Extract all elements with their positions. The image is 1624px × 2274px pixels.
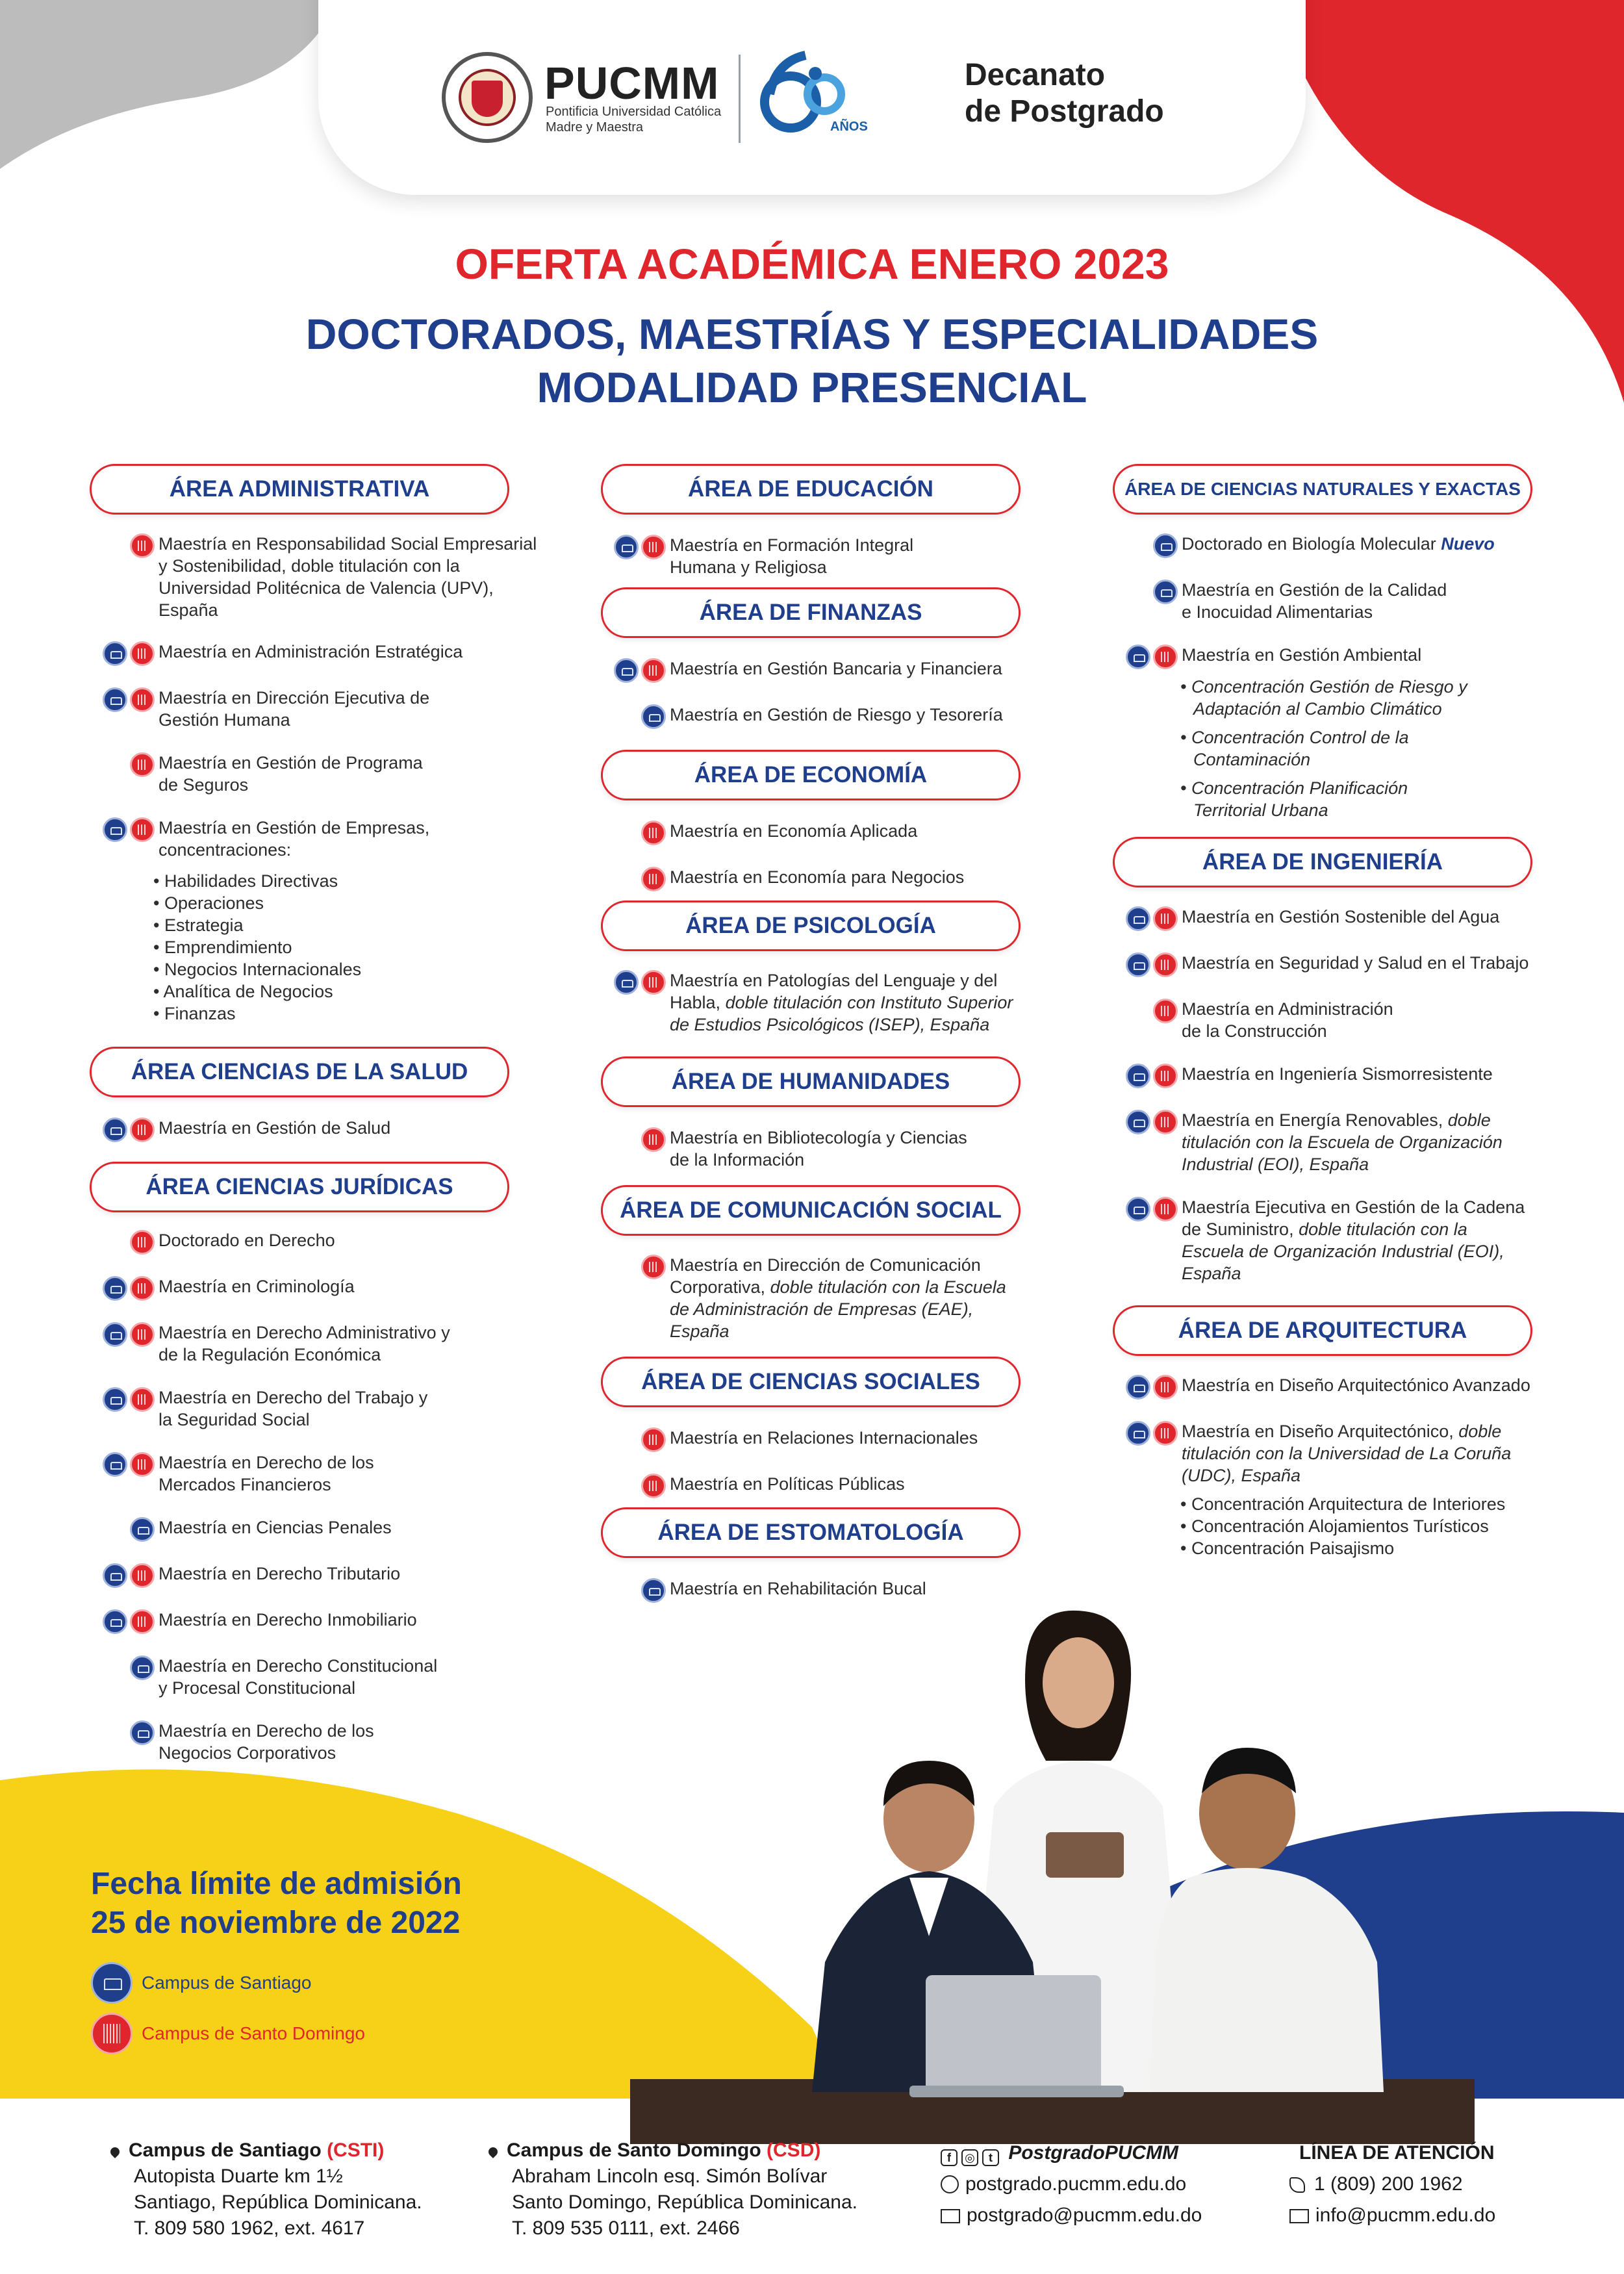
santiago-campus-icon	[1153, 580, 1178, 604]
santiago-campus-icon	[103, 1609, 127, 1634]
area-educacion-header: ÁREA DE EDUCACIÓN	[601, 464, 1021, 515]
santo-domingo-campus-icon	[130, 1609, 155, 1634]
concentration-list: • Concentración Arquitectura de Interiores • Concentración Alojamientos Turísticos • Concentración Paisajismo	[1180, 1493, 1567, 1559]
twitter-icon[interactable]: t	[982, 2149, 999, 2166]
santiago-campus-icon	[103, 687, 127, 712]
santo-domingo-campus-icon	[641, 658, 666, 683]
brand-subtitle: Pontificia Universidad Católica Madre y Maestra	[546, 105, 722, 134]
program-item[interactable]: Maestría en Gestión de Riesgo y Tesorería	[601, 704, 1056, 729]
program-item[interactable]: Maestría en Diseño Arquitectónico Avanzado	[1113, 1374, 1567, 1399]
admission-deadline: Fecha límite de admisión 25 de noviembre de 2022	[91, 1867, 462, 1940]
santiago-campus-icon	[1126, 952, 1150, 977]
santo-domingo-campus-icon	[130, 533, 155, 558]
contact-line: LÍNEA DE ATENCIÓN 1 (809) 200 1962 info@pucmm.edu.do	[1289, 2138, 1495, 2231]
legend-santiago: Campus de Santiago	[91, 1962, 312, 2004]
programs-title: DOCTORADOS, MAESTRÍAS Y ESPECIALIDADES	[305, 310, 1319, 358]
program-item[interactable]: Maestría en Patologías del Lenguaje y del Habla, doble titulación con Instituto Superior de Estudios Psicológicos (ISEP), España	[601, 969, 1056, 1036]
program-item[interactable]: Maestría en Rehabilitación Bucal	[601, 1578, 1056, 1603]
santiago-campus-icon	[1126, 1064, 1150, 1088]
program-item[interactable]: Maestría en Derecho Tributario	[90, 1563, 544, 1588]
contact-santiago: Campus de Santiago (CSTI) Autopista Duarte km 1½ Santiago, República Dominicana. T. 809 580 1962, ext. 4617	[110, 2138, 422, 2242]
program-item[interactable]: Maestría en Derecho Constitucional y Procesal Constitucional	[90, 1655, 544, 1699]
santo-domingo-campus-icon	[641, 970, 666, 995]
program-item[interactable]: Maestría en Gestión de la Calidad e Inocuidad Alimentarias	[1113, 579, 1567, 623]
program-item[interactable]: Maestría en Ingeniería Sismorresistente	[1113, 1063, 1567, 1088]
program-item[interactable]: Maestría en Derecho del Trabajo y la Seguridad Social	[90, 1386, 544, 1431]
program-item[interactable]: Maestría Ejecutiva en Gestión de la Cadena de Suministro, doble titulación con la Escuela de Organización Industrial (EOI), España	[1113, 1196, 1567, 1284]
santo-domingo-campus-icon	[641, 535, 666, 559]
phone-number[interactable]: 1 (809) 200 1962	[1314, 2173, 1463, 2195]
santiago-campus-icon	[614, 970, 639, 995]
area-psicologia-header: ÁREA DE PSICOLOGÍA	[601, 901, 1021, 951]
program-item[interactable]: Maestría en Administración de la Construcción	[1113, 998, 1567, 1042]
program-item[interactable]: Maestría en Dirección Ejecutiva de Gestión Humana	[90, 687, 544, 731]
program-item[interactable]: Maestría en Derecho Inmobiliario	[90, 1609, 544, 1634]
legend-santo-domingo: Campus de Santo Domingo	[91, 2013, 365, 2054]
offer-title: OFERTA ACADÉMICA ENERO 2023	[455, 240, 1169, 288]
program-item[interactable]: Maestría en Gestión de Programa de Seguros	[90, 752, 544, 796]
santiago-campus-icon	[1126, 1197, 1150, 1221]
column-middle	[601, 464, 1056, 1603]
santiago-campus-icon	[1126, 1421, 1150, 1446]
santiago-campus-icon	[103, 817, 127, 842]
website-link[interactable]: postgrado.pucmm.edu.do	[965, 2173, 1187, 2195]
area-estomatologia-header: ÁREA DE ESTOMATOLOGÍA	[601, 1507, 1021, 1558]
mail-icon	[1289, 2209, 1309, 2223]
globe-icon	[941, 2175, 959, 2193]
santiago-campus-icon	[1126, 1110, 1150, 1134]
santo-domingo-campus-icon	[130, 1230, 155, 1255]
program-item[interactable]: Maestría en Derecho Administrativo y de la Regulación Económica	[90, 1322, 544, 1366]
santo-domingo-campus-icon	[641, 1474, 666, 1498]
column-left	[90, 464, 544, 1764]
santiago-campus-icon	[103, 1387, 127, 1412]
santiago-campus-icon	[103, 1118, 127, 1142]
program-item[interactable]: Maestría en Gestión de Salud	[90, 1117, 544, 1142]
program-item[interactable]: Maestría en Dirección de Comunicación Corporativa, doble titulación con la Escuela de Administración de Empresas (EAE), España	[601, 1254, 1056, 1342]
top-left-gray-shape	[0, 0, 364, 169]
santo-domingo-campus-icon	[1153, 952, 1178, 977]
postgrado-email-link[interactable]: postgrado@pucmm.edu.do	[967, 2204, 1202, 2226]
program-item[interactable]: Maestría en Economía para Negocios	[601, 866, 1056, 891]
santo-domingo-campus-icon	[91, 2013, 133, 2054]
mail-icon	[941, 2209, 960, 2223]
program-item[interactable]: Maestría en Relaciones Internacionales	[601, 1427, 1056, 1452]
area-finanzas-header: ÁREA DE FINANZAS	[601, 587, 1021, 638]
santo-domingo-campus-icon	[1153, 1375, 1178, 1399]
program-item[interactable]: Maestría en Criminología	[90, 1275, 544, 1301]
santo-domingo-campus-icon	[1153, 1110, 1178, 1134]
santo-domingo-campus-icon	[1153, 906, 1178, 931]
anniversary-label: AÑOS	[830, 120, 868, 134]
program-item[interactable]: Maestría en Administración Estratégica	[90, 641, 544, 666]
santiago-campus-icon	[1126, 1375, 1150, 1399]
program-item[interactable]: Maestría en Derecho de los Negocios Corporativos	[90, 1720, 544, 1764]
concentration-list: • Concentración Gestión de Riesgo y Adaptación al Cambio Climático • Concentración Control de la Contaminación • Concentración Planificación Territorial Urbana	[1180, 677, 1467, 820]
area-sociales-header: ÁREA DE CIENCIAS SOCIALES	[601, 1357, 1021, 1407]
santiago-campus-icon	[91, 1962, 133, 2004]
santo-domingo-campus-icon	[641, 1255, 666, 1279]
santo-domingo-campus-icon	[1153, 1197, 1178, 1221]
column-right	[1113, 464, 1567, 1559]
program-item[interactable]: Maestría en Gestión Sostenible del Agua	[1113, 906, 1567, 931]
santiago-campus-icon	[103, 1563, 127, 1588]
santo-domingo-campus-icon	[130, 1276, 155, 1301]
santiago-campus-icon	[103, 641, 127, 666]
contact-online	[941, 2138, 1202, 2231]
santiago-campus-icon	[103, 1452, 127, 1477]
modality-title: MODALIDAD PRESENCIAL	[537, 363, 1087, 411]
program-item[interactable]: Maestría en Economía Aplicada	[601, 820, 1056, 845]
santiago-campus-icon	[130, 1720, 155, 1745]
santiago-campus-icon	[1126, 645, 1150, 669]
santo-domingo-campus-icon	[130, 687, 155, 712]
santiago-campus-icon	[103, 1322, 127, 1347]
santo-domingo-campus-icon	[130, 1118, 155, 1142]
area-arquitectura-header: ÁREA DE ARQUITECTURA	[1113, 1305, 1532, 1356]
santo-domingo-campus-icon	[1153, 1064, 1178, 1088]
santiago-campus-icon	[130, 1517, 155, 1542]
area-comunicacion-header: ÁREA DE COMUNICACIÓN SOCIAL	[601, 1185, 1021, 1236]
santo-domingo-campus-icon	[130, 1452, 155, 1477]
area-ingenieria-header: ÁREA DE INGENIERÍA	[1113, 837, 1532, 888]
santiago-campus-icon	[1153, 533, 1178, 558]
area-humanidades-header: ÁREA DE HUMANIDADES	[601, 1056, 1021, 1107]
concentration-list: • Habilidades Directivas • Operaciones • Estrategia • Emprendimiento • Negocios Internacionales • Analítica de Negocios • Finanzas	[153, 870, 544, 1025]
social-handle[interactable]: PostgradoPUCMM	[1008, 2142, 1179, 2164]
program-item[interactable]: Maestría en Gestión Bancaria y Financiera	[601, 658, 1056, 683]
santiago-campus-icon	[130, 1655, 155, 1680]
program-item[interactable]: Maestría en Gestión de Empresas, concentraciones:	[90, 817, 544, 861]
santo-domingo-campus-icon	[1153, 1421, 1178, 1446]
instagram-icon[interactable]: ◎	[961, 2149, 978, 2166]
phone-icon	[1289, 2177, 1305, 2193]
santiago-campus-icon	[103, 1276, 127, 1301]
program-item[interactable]: Maestría en Ciencias Penales	[90, 1516, 544, 1542]
santo-domingo-campus-icon	[130, 817, 155, 842]
facebook-icon[interactable]: f	[941, 2149, 958, 2166]
program-item[interactable]: Maestría en Formación Integral Humana y Religiosa	[601, 534, 1056, 578]
program-item[interactable]: Maestría en Seguridad y Salud en el Trabajo	[1113, 952, 1567, 977]
santo-domingo-campus-icon	[1153, 645, 1178, 669]
santo-domingo-campus-icon	[641, 867, 666, 891]
area-salud-header: ÁREA CIENCIAS DE LA SALUD	[90, 1047, 509, 1097]
area-naturales-header: ÁREA DE CIENCIAS NATURALES Y EXACTAS	[1113, 464, 1532, 515]
area-economia-header: ÁREA DE ECONOMÍA	[601, 750, 1021, 800]
university-seal-logo	[442, 52, 533, 143]
santiago-campus-icon	[641, 704, 666, 729]
program-item[interactable]: Maestría en Derecho de los Mercados Financieros	[90, 1451, 544, 1496]
santo-domingo-campus-icon	[641, 1127, 666, 1152]
area-administrativa-header: ÁREA ADMINISTRATIVA	[90, 464, 509, 515]
program-item[interactable]: Maestría en Políticas Públicas	[601, 1473, 1056, 1498]
santo-domingo-campus-icon	[130, 752, 155, 777]
program-item[interactable]: Maestría en Gestión Ambiental	[1113, 644, 1567, 669]
program-item[interactable]: Doctorado en Biología Molecular Nuevo	[1113, 533, 1567, 558]
santo-domingo-campus-icon	[130, 1563, 155, 1588]
santo-domingo-campus-icon	[130, 1387, 155, 1412]
santiago-campus-icon	[614, 535, 639, 559]
logo-divider	[739, 55, 741, 143]
santo-domingo-campus-icon	[130, 641, 155, 666]
program-item[interactable]: Maestría en Diseño Arquitectónico, doble titulación con la Universidad de La Coruña (UDC), España	[1113, 1420, 1567, 1487]
santo-domingo-campus-icon	[1153, 999, 1178, 1023]
santo-domingo-campus-icon	[641, 1427, 666, 1452]
location-pin-icon	[108, 2145, 121, 2158]
santiago-campus-icon	[1126, 906, 1150, 931]
students-photo	[630, 1598, 1475, 2144]
santiago-campus-icon	[614, 658, 639, 683]
santo-domingo-campus-icon	[641, 821, 666, 845]
program-item[interactable]: Maestría en Energía Renovables, doble titulación con la Escuela de Organización Industrial (EOI), España	[1113, 1109, 1567, 1175]
info-email-link[interactable]: info@pucmm.edu.do	[1315, 2204, 1496, 2226]
program-item[interactable]: Maestría en Responsabilidad Social Empresarial y Sostenibilidad, doble titulación con la Universidad Politécnica de Valencia (UPV), España	[90, 533, 544, 621]
program-item[interactable]: Doctorado en Derecho	[90, 1229, 544, 1255]
unit-name: Decanato de Postgrado	[965, 58, 1164, 129]
brand-name: PUCMM	[544, 58, 720, 109]
santo-domingo-campus-icon	[130, 1322, 155, 1347]
location-pin-icon	[487, 2145, 500, 2158]
program-item[interactable]: Maestría en Bibliotecología y Ciencias de la Información	[601, 1127, 1056, 1171]
contact-santo-domingo: Campus de Santo Domingo (CSD) Abraham Lincoln esq. Simón Bolívar Santo Domingo, República Dominicana. T. 809 535 0111, ext. 2466	[488, 2138, 857, 2242]
area-juridicas-header: ÁREA CIENCIAS JURÍDICAS	[90, 1162, 509, 1212]
